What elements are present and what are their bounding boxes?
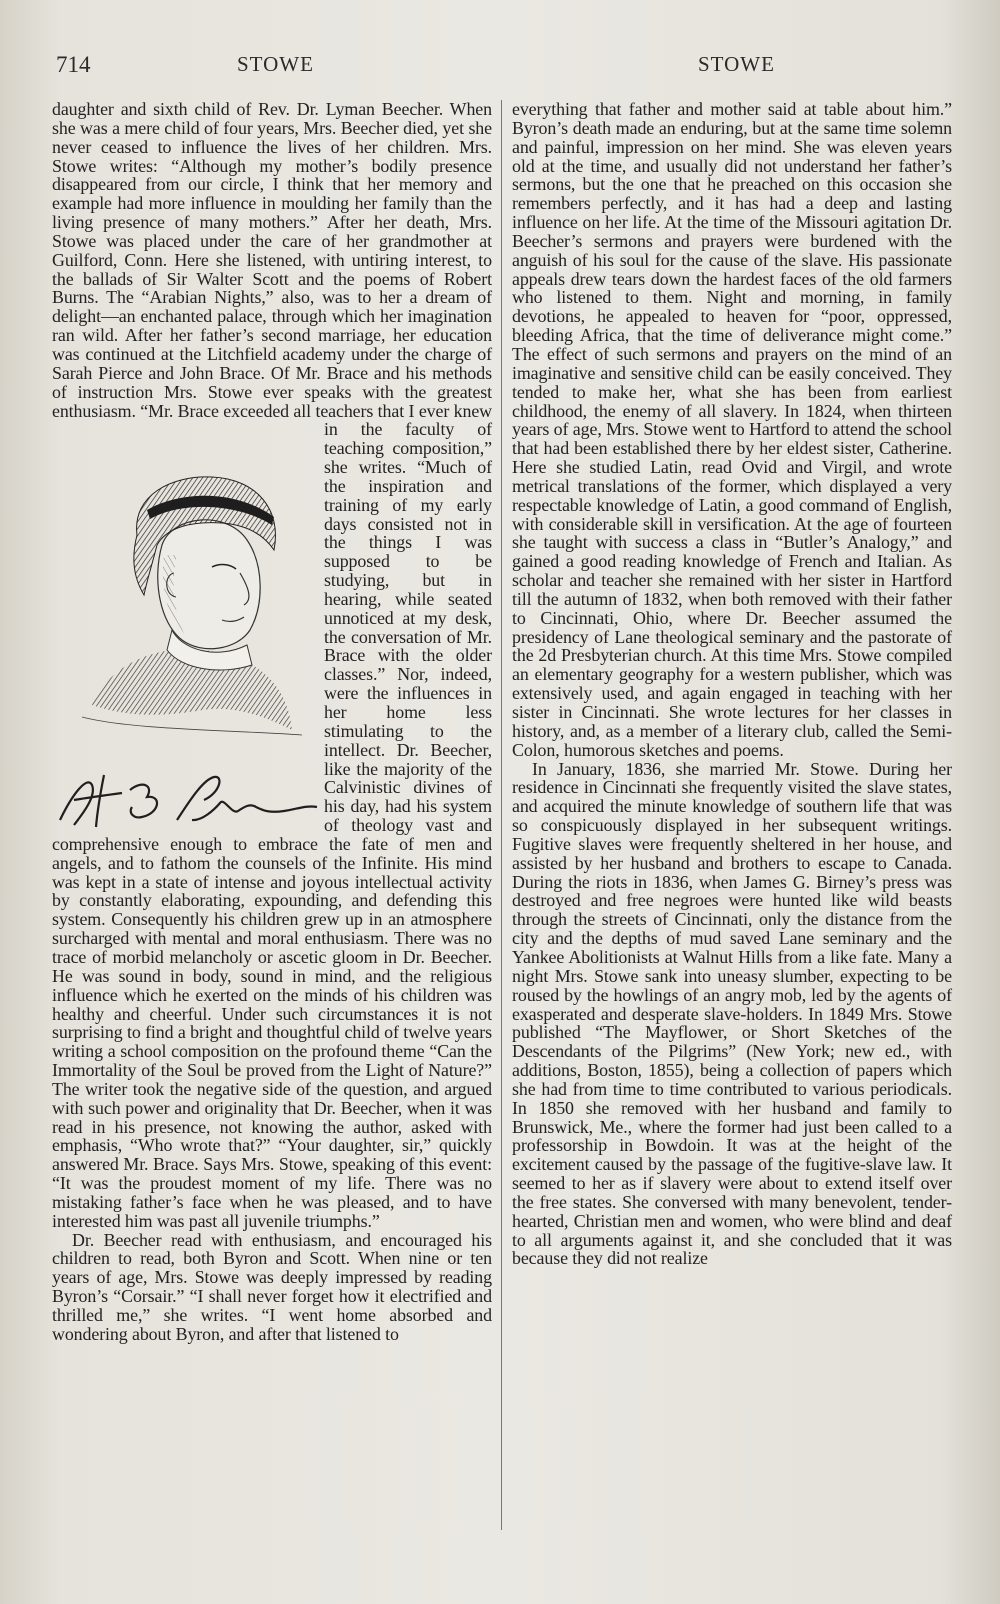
right-paragraph-1: everything that father and mother said at table about him.” Byron’s death made an enduring, but at the same time solemn and painful, impression on her mind. She was eleven years old at the time, and usually did not understand her father’s sermons, but the one that he preached on this occasion she remembers perfectly, and it has had a deep and lasting influence on her life. At the time of the Missouri agitation Dr. Beecher’s sermons and prayers were burdened with the anguish of his soul for the cause of the slave. His passionate appeals drew tears down the hardest faces of the old farmers who listened to them. Night and morning, in family devotions, he appealed to heaven for “poor, oppressed, bleeding Africa, that the time of deliverance might come.” The effect of such sermons and prayers on the mind of an imaginative and sensitive child can be easily conceived. They tended to make her, what she has been from earliest childhood, the enemy of all slavery. In 1824, when thirteen years of age, Mrs. Stowe went to Hartford to attend the school that had been established there by her eldest sister, Catherine. Here she studied Latin, read Ovid and Virgil, and wrote metrical translations of the former, which displayed a very respectable knowledge of Latin, a good command of English, with considerable skill in versification. At the age of fourteen she taught with success a class in “Butler’s Analogy,” and gained a good reading knowledge of French and Italian. As scholar and teacher she remained with her sister in Hartford till the autumn of 1832, when both removed with their father to Cincinnati, Ohio, where Dr. Beecher assumed the presidency of Lane theological seminary and the pastorate of the 2d Presbyterian church. At this time Mrs. Stowe compiled an elementary geography for a western publisher, which was extensively used, and again engaged in teaching with her sister in Cincinnati. She wrote lectures for her classes in history, and, as a member of a literary club, called the Semi-Colon, humorous sketches and poems. xyxy=(512,99,952,760)
signature-icon xyxy=(60,775,317,827)
portrait-icon xyxy=(52,455,322,850)
running-head-right: STOWE xyxy=(698,52,775,76)
portrait-figure xyxy=(52,455,322,850)
right-paragraph-2: In January, 1836, she married Mr. Stowe. During her residence in Cincinnati she frequently visited the slave states, and acquired the minute knowledge of southern life that was so conspicuously displayed in her subsequent writings. Fugitive slaves were frequently sheltered in her house, and assisted by her husband and brothers to escape to Canada. During the riots in 1836, when James G. Birney’s press was destroyed and free negroes were hunted like wild beasts through the streets of Cincinnati, only the distance from the city and the depths of mud saved Lane seminary and the Yankee Abolitionists at Walnut Hills from a like fate. Many a night Mrs. Stowe sank into uneasy slumber, expecting to be roused by the howlings of an angry mob, led by the agents of exasperated and desperate slave-holders. In 1849 Mrs. Stowe published “The Mayflower, or Short Sketches of the Descendants of the Pilgrims” (New York; new ed., with additions, Boston, 1855), being a collection of papers which she had from time to time contributed to various periodicals. In 1850 she removed with her husband and family to Brunswick, Me., where the former had just been called to a professorship in Bowdoin. It was at the height of the excitement caused by the passage of the fugitive-slave law. It seemed to her as if slavery were about to extend itself over the free states. She conversed with many benevolent, tender-hearted, Christian men and women, who were blind and deaf to all arguments against it, and she concluded that it was because they did not realize xyxy=(512,758,952,1269)
right-column xyxy=(512,100,952,1268)
running-head-left: STOWE xyxy=(237,52,314,76)
column-divider xyxy=(501,100,502,1530)
page-number: 714 xyxy=(56,52,91,77)
left-paragraph-2: Dr. Beecher read with enthusiasm, and encouraged his children to read, both Byron and Scott. When nine or ten years of age, Mrs. Stowe was deeply impressed by reading Byron’s “Corsair.” “I shall never forget how it electrified and thrilled me,” she writes. “I went home absorbed and wondering about Byron, and after that listened to xyxy=(52,1229,492,1344)
left-paragraph-1: daughter and sixth child of Rev. Dr. Lyman Beecher. When she was a mere child of four years, Mrs. Beecher died, yet she never ceased to influence the lives of her children. Mrs. Stowe writes: “Although my mother’s bodily presence disappeared from our circle, I think that her memory and example had more influence in moulding her family than the living presence of many mothers.” After her death, Mrs. Stowe was placed under the care of her grandmother at Guilford, Conn. Here she listened, with untiring interest, to the ballads of Sir Walter Scott and the poems of Robert Burns. The “Arabian Nights,” also, was to her a dream of delight—an enchanted palace, through which her imagination ran wild. After her father’s second marriage, her education was continued at the Litchfield academy under the charge of Sarah Pierce and John Brace. Of Mr. Brace and his methods of instruction Mrs. Stowe ever speaks with the greatest enthusiasm. “Mr. Brace exceeded all teachers that I ever knew in the faculty of teaching composition,” she writes. “Much of the inspiration and training of my early days consisted not in the things I was supposed to be studying, but in hearing, while seated unnoticed at my desk, the conversation of Mr. Brace with the older classes.” Nor, indeed, were the influences in her home less stimulating to the intellect. Dr. Beecher, like the majority of the Calvinistic divines of his day, had his system of theology vast and comprehensive enough to embrace the fate of men and angels, and to fathom the counsels of the Infinite. His mind was kept in a state of intense and joyous intellectual activity by constantly elaborating, expounding, and defending this system. Consequently his children grew up in an atmosphere surcharged with mental and moral enthusiasm. There was no trace of morbid melancholy or ascetic gloom in Dr. Beecher. He was sound in body, sound in mind, and the religious influence which he exerted on the minds of his children was healthy and cheerful. Under such circumstances it is not surprising to find a bright and thoughtful child of twelve years writing a school composition on the profound theme “Can the Immortality of the Soul be proved from the Light of Nature?” The writer took the negative side of the question, and argued with such power and originality that Dr. Beecher, when it was read in his presence, not knowing the author, asked with emphasis, “Who wrote that?” “Your daughter, sir,” quickly answered Mr. Brace. Says Mrs. Stowe, speaking of this event: “It was the proudest moment of my life. There was no mistaking father’s face when he was pleased, and to have interested him was past all juvenile triumphs.” xyxy=(52,99,492,1231)
